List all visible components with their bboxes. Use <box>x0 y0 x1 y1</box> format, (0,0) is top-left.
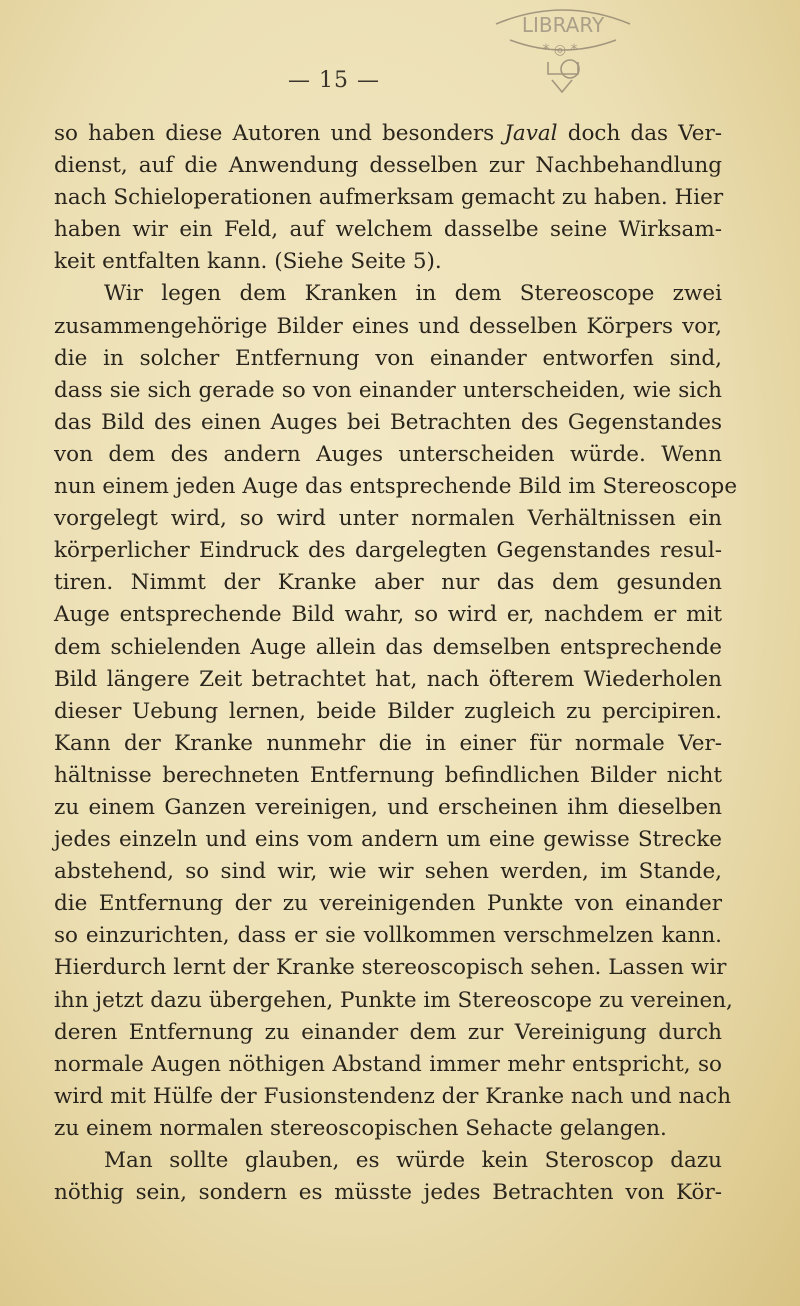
svg-text:* ◎ *: * ◎ * <box>542 42 578 58</box>
text-line: Man sollte glauben, es würde kein Steroscop dazu <box>104 1148 722 1173</box>
text-line: deren Entfernung zu einander dem zur Vereinigung durch <box>54 1019 722 1045</box>
text-line: jedes einzeln und eins vom andern um eine gewisse Strecke <box>54 827 722 853</box>
text-line: wird mit Hülfe der Fusionstendenz der Kranke nach und nach <box>54 1083 732 1109</box>
text-line: haben wir ein Feld, auf welchem dasselbe seine Wirksam- <box>54 217 722 243</box>
text-line: Kann der Kranke nunmehr die in einer für normale Ver- <box>54 730 722 756</box>
text-line: dem schielenden Auge allein das demselben entsprechende <box>54 634 722 660</box>
text-line: Bild längere Zeit betrachtet hat, nach öfterem Wiederholen <box>54 666 722 692</box>
text-line: nach Schieloperationen aufmerksam gemacht zu haben. Hier <box>54 185 724 211</box>
text-line: dienst, auf die Anwendung desselben zur Nachbehandlung <box>54 153 722 179</box>
text-segment: so haben diese Autoren und besonders <box>54 121 505 146</box>
library-stamp <box>488 2 638 100</box>
text-line: vorgelegt wird, so wird unter normalen Verhältnissen ein <box>54 506 722 532</box>
text-line: normale Augen nöthigen Abstand immer mehr entspricht, so <box>54 1051 722 1077</box>
text-line: nöthig sein, sondern es müsste jedes Betrachten von Kör- <box>54 1180 722 1206</box>
text-line: nun einem jeden Auge das entsprechende Bild im Stereoscope <box>54 474 738 500</box>
body-text <box>54 118 738 1209</box>
text-line <box>54 118 722 150</box>
text-line: zusammengehörige Bilder eines und desselben Körpers vor, <box>54 313 722 339</box>
text-line: ihn jetzt dazu übergehen, Punkte im Stereoscope zu vereinen, <box>54 987 733 1013</box>
text-line: das Bild des einen Auges bei Betrachten des Gegenstandes <box>54 409 722 435</box>
text-line: tiren. Nimmt der Kranke aber nur das dem gesunden <box>54 570 722 596</box>
text-segment: doch das Ver- <box>557 121 722 146</box>
text-line: zu einem Ganzen vereinigen, und erscheinen ihm dieselben <box>54 794 722 820</box>
library-stamp-text: LIBRARY <box>521 13 605 37</box>
text-line: dass sie sich gerade so von einander unterscheiden, wie sich <box>54 377 722 403</box>
text-line: Hierdurch lernt der Kranke stereoscopisch sehen. Lassen wir <box>54 955 727 981</box>
text-line: von dem des andern Auges unterscheiden würde. Wenn <box>54 441 722 467</box>
text-line: zu einem normalen stereoscopischen Sehacte gelangen. <box>54 1115 667 1141</box>
text-line: keit entfalten kann. (Siehe Seite 5). <box>54 249 442 275</box>
text-line: dieser Uebung lernen, beide Bilder zugleich zu percipiren. <box>54 698 722 724</box>
text-line: abstehend, so sind wir, wie wir sehen werden, im Stande, <box>54 859 722 885</box>
text-line: körperlicher Eindruck des dargelegten Gegenstandes resul- <box>54 538 722 564</box>
text-line: Wir legen dem Kranken in dem Stereoscope zwei <box>104 281 722 307</box>
text-line: Auge entsprechende Bild wahr, so wird er, nachdem er mit <box>54 602 722 628</box>
text-line: die Entfernung der zu vereinigenden Punkte von einander <box>54 891 722 917</box>
text-line: so einzurichten, dass er sie vollkommen verschmelzen kann. <box>54 923 722 949</box>
text-line: die in solcher Entfernung von einander entworfen sind, <box>54 345 722 371</box>
text-line: hältnisse berechneten Entfernung befindlichen Bilder nicht <box>54 762 722 788</box>
author-name: Javal <box>504 121 558 146</box>
page-number: — 15 — <box>288 68 380 93</box>
